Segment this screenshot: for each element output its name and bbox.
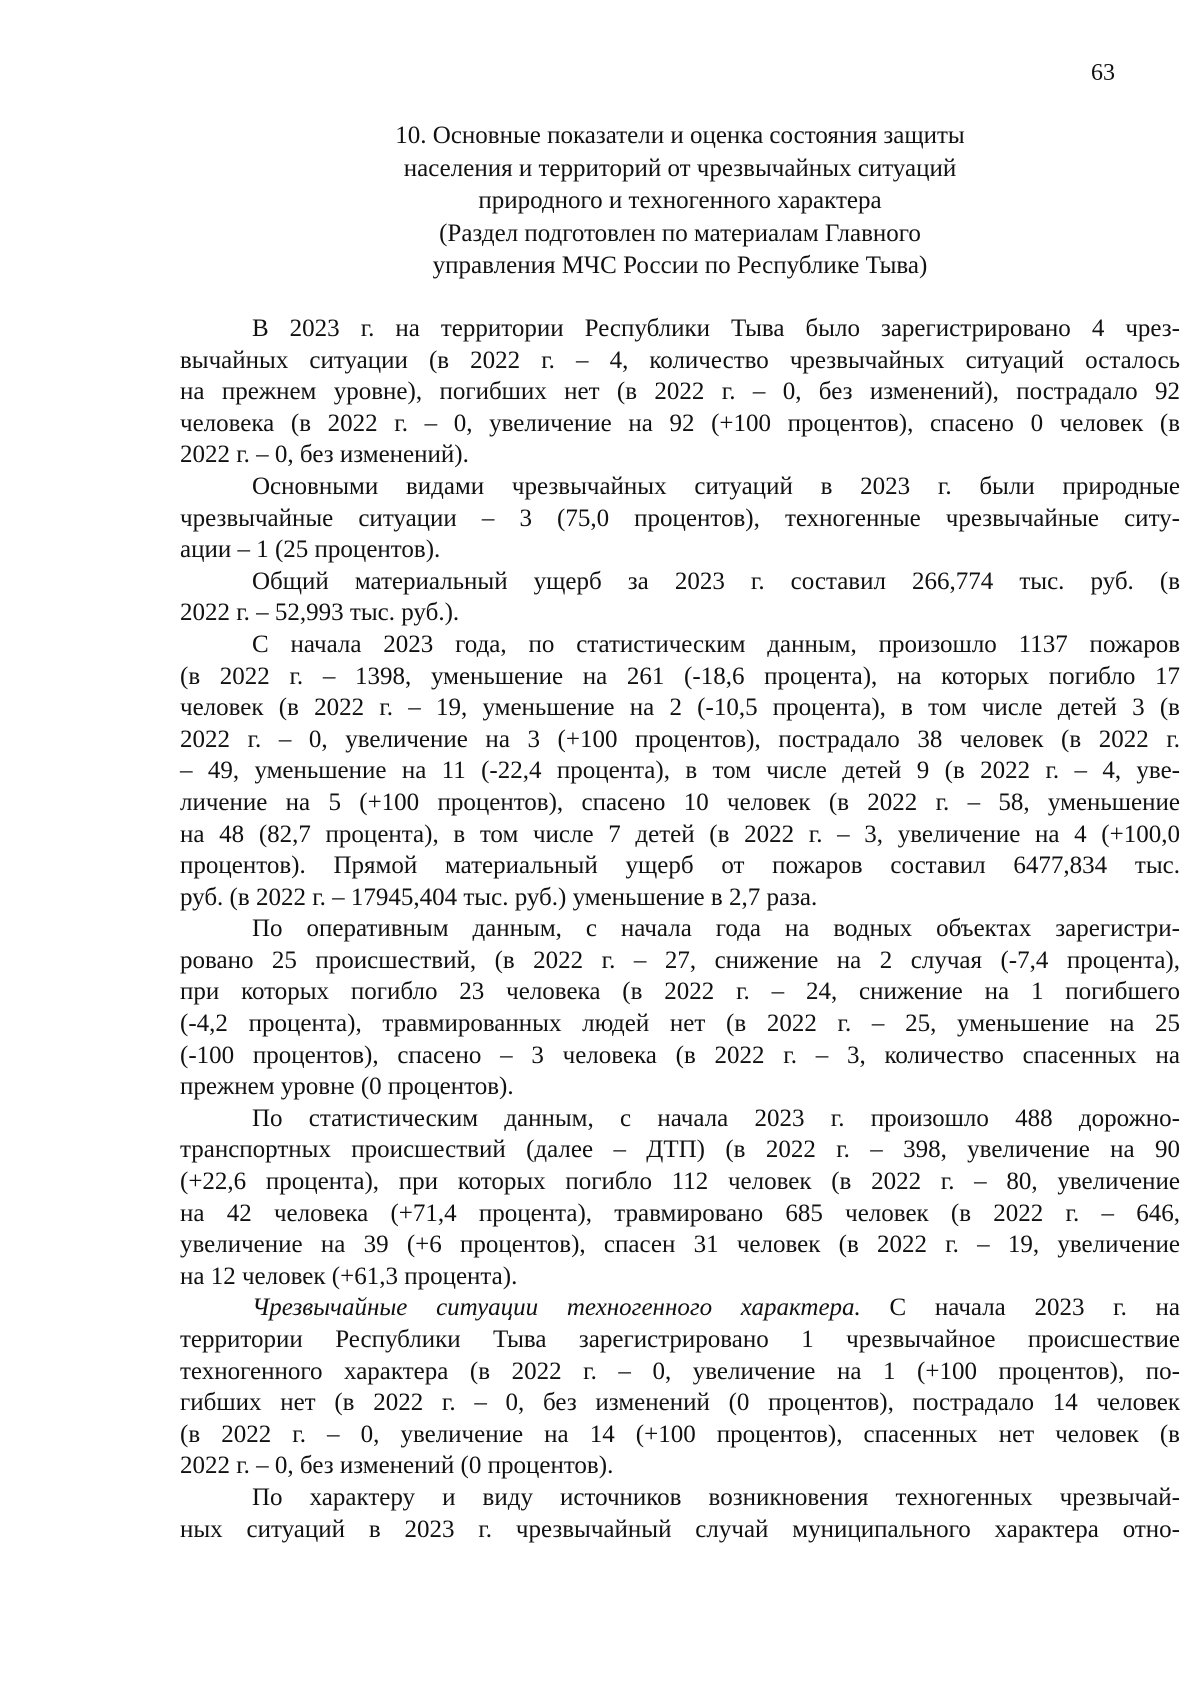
heading-line: 10. Основные показатели и оценка состояния защиты [395, 122, 965, 149]
text-line: 2022 г. – 0, без изменений (0 процентов). [180, 1452, 614, 1480]
text-line: (+22,6 процента), при которых погибло 112 человек (в 2022 г. – 80, увеличение [180, 1168, 1180, 1196]
text-line: (-100 процентов), спасено – 3 человека (в 2022 г. – 3, количество спасенных на [180, 1041, 1180, 1069]
paragraph-water-incidents [180, 913, 1180, 1103]
text-line: 2022 г. – 0, увеличение на 3 (+100 процентов), пострадало 38 человек (в 2022 г. [180, 725, 1180, 753]
text-line: транспортных происшествий (далее – ДТП) (в 2022 г. – 398, увеличение на 90 [180, 1136, 1180, 1164]
heading-line: населения и территорий от чрезвычайных ситуаций [403, 154, 957, 182]
text-line: По оперативным данным, с начала года на водных объектах зарегистри- [252, 915, 1180, 943]
italic-subheading: Чрезвычайные ситуации техногенного характера. [252, 1294, 861, 1322]
text-line: чрезвычайные ситуации – 3 (75,0 процентов), техногенные чрезвычайные ситу- [180, 504, 1180, 532]
text-line [180, 1292, 1180, 1324]
text-line: 2022 г. – 0, без изменений). [180, 441, 469, 469]
text-line: – 49, уменьшение на 11 (-22,4 процента), в том числе детей 9 (в 2022 г. – 4, уве- [180, 757, 1180, 785]
text-line: 2022 г. – 52,993 тыс. руб.). [180, 599, 460, 627]
text-line: территории Республики Тыва зарегистрировано 1 чрезвычайное происшествие [180, 1326, 1180, 1353]
text-line: человека (в 2022 г. – 0, увеличение на 92 (+100 процентов), спасено 0 человек (в [180, 409, 1180, 437]
text-line: гибших нет (в 2022 г. – 0, без изменений (0 процентов), пострадало 14 человек [180, 1389, 1180, 1417]
text-line: ных ситуаций в 2023 г. чрезвычайный случай муниципального характера отно- [180, 1515, 1180, 1543]
paragraph-emergencies-total [180, 313, 1180, 471]
paragraph-road-accidents [180, 1103, 1180, 1293]
text-line: ации – 1 (25 процентов). [180, 536, 441, 564]
paragraph-technogenic [180, 1292, 1180, 1482]
text-fragment: С начала 2023 г. на [860, 1294, 1180, 1322]
text-line: (в 2022 г. – 1398, уменьшение на 261 (-18,6 процента), на которых погибло 17 [180, 662, 1180, 690]
heading-line: природного и техногенного характера [478, 187, 882, 214]
text-line: увеличение на 39 (+6 процентов), спасен 31 человек (в 2022 г. – 19, увеличение [180, 1231, 1180, 1259]
text-line: на 42 человека (+71,4 процента), травмировано 685 человек (в 2022 г. – 646, [180, 1199, 1180, 1227]
text-line: техногенного характера (в 2022 г. – 0, увеличение на 1 (+100 процентов), по- [180, 1357, 1180, 1385]
text-line: на 48 (82,7 процента), в том числе 7 детей (в 2022 г. – 3, увеличение на 4 (+100,0 [180, 820, 1180, 848]
text-line: при которых погибло 23 человека (в 2022 г. – 24, снижение на 1 погибшего [180, 978, 1180, 1006]
text-line: По статистическим данным, с начала 2023 г. произошло 488 дорожно- [252, 1104, 1180, 1132]
text-line: вычайных ситуации (в 2022 г. – 4, количество чрезвычайных ситуаций осталось [180, 346, 1180, 374]
paragraph-fires [180, 629, 1180, 913]
text-line: С начала 2023 года, по статистическим данным, произошло 1137 пожаров [252, 630, 1180, 658]
heading-line: (Раздел подготовлен по материалам Главного [439, 219, 921, 247]
paragraph-material-damage [180, 566, 1180, 629]
text-line: По характеру и виду источников возникновения техногенных чрезвычай- [252, 1483, 1180, 1511]
text-line: (в 2022 г. – 0, увеличение на 14 (+100 процентов), спасенных нет человек (в [180, 1420, 1180, 1448]
text-line: на 12 человек (+61,3 процента). [180, 1262, 518, 1290]
paragraph-sources [180, 1482, 1180, 1545]
text-line: руб. (в 2022 г. – 17945,404 тыс. руб.) уменьшение в 2,7 раза. [180, 883, 818, 911]
text-line: Общий материальный ущерб за 2023 г. составил 266,774 тыс. руб. (в [252, 567, 1180, 595]
text-line: прежнем уровне (0 процентов). [180, 1073, 514, 1101]
text-line: (-4,2 процента), травмированных людей нет (в 2022 г. – 25, уменьшение на 25 [180, 1010, 1180, 1038]
page-number: 63 [1091, 60, 1115, 86]
text-line: на прежнем уровне), погибших нет (в 2022 г. – 0, без изменений), пострадало 92 [180, 378, 1180, 406]
text-line: процентов). Прямой материальный ущерб от пожаров составил 6477,834 тыс. [180, 852, 1180, 880]
heading-line: управления МЧС России по Республике Тыва) [432, 252, 928, 279]
text-line: Основными видами чрезвычайных ситуаций в 2023 г. были природные [252, 472, 1180, 500]
section-heading [180, 120, 1180, 283]
paragraph-emergency-types [180, 471, 1180, 566]
text-line: человек (в 2022 г. – 19, уменьшение на 2 (-10,5 процента), в том числе детей 3 (в [180, 694, 1180, 722]
text-line: личение на 5 (+100 процентов), спасено 10 человек (в 2022 г. – 58, уменьшение [180, 788, 1180, 816]
body-text [180, 313, 1180, 1545]
text-line: ровано 25 происшествий, (в 2022 г. – 27, снижение на 2 случая (-7,4 процента), [180, 946, 1180, 974]
text-line: В 2023 г. на территории Республики Тыва было зарегистрировано 4 чрез- [252, 315, 1180, 342]
